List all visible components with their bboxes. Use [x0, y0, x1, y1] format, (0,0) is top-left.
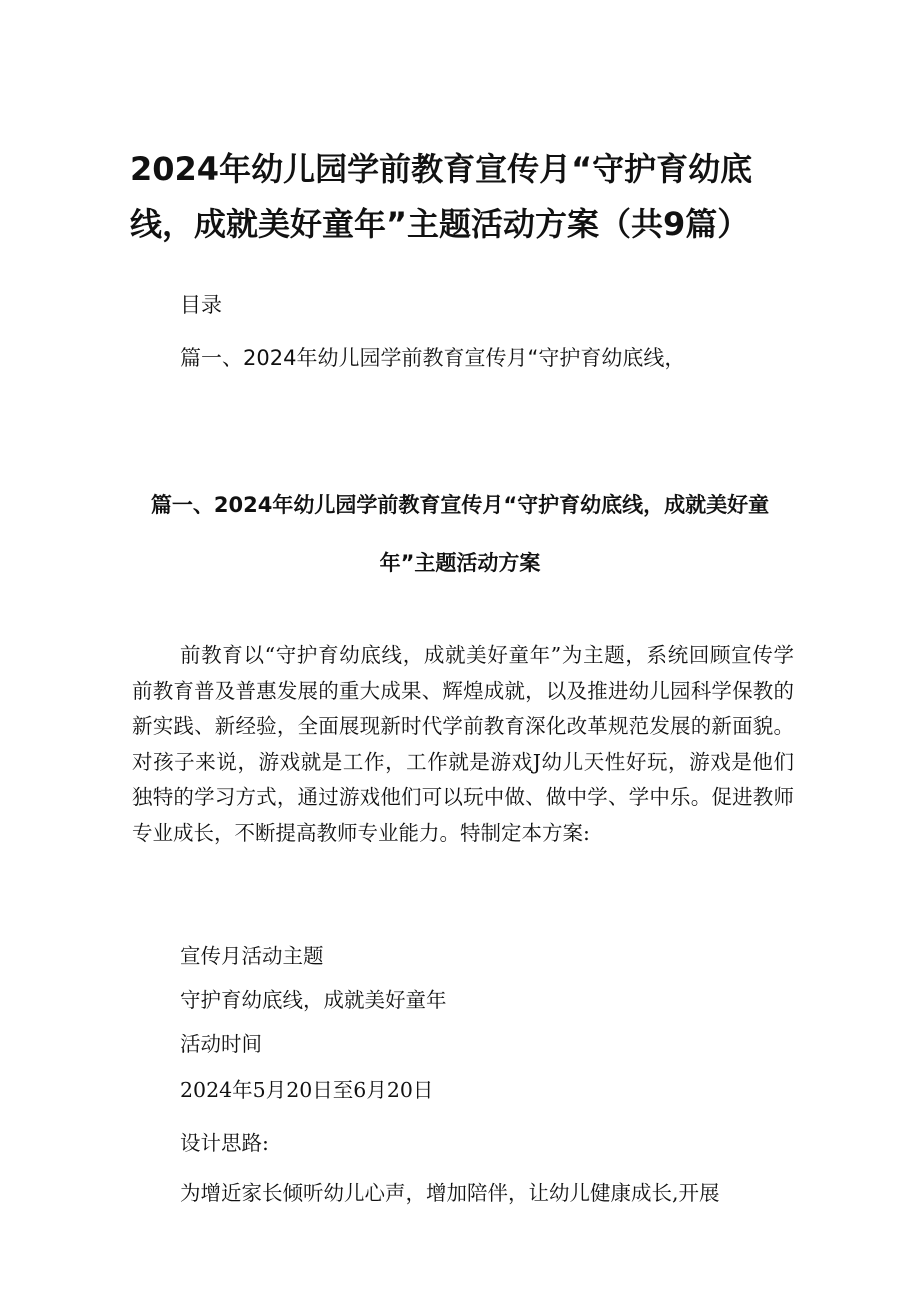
toc-item: 篇一、2024年幼儿园学前教育宣传月“守护育幼底线， [180, 346, 686, 370]
intro-paragraph: 前教育以“守护育幼底线，成就美好童年”为主题，系统回顾宣传学前教育普及普惠发展的重大成果、辉煌成就，以及推进幼儿园科学保教的新实践、新经验，全面展现新时代学前教育深化改革规范发展的新面貌。对孩子来说，游戏就是工作，工作就是游戏J幼儿天性好玩，游戏是他们独特的学习方式，通过游戏他们可以玩中做、做中学、学中乐。促进教师专业成长，不断提高教师专业能力。特制定本方案: [132, 643, 794, 845]
time-value: 2024年5月20日至6月20日 [180, 1078, 434, 1102]
design-label: 设计思路: [180, 1131, 269, 1155]
theme-label: 宣传月活动主题 [180, 944, 324, 968]
toc-heading: 目录 [180, 293, 222, 317]
theme-value: 守护育幼底线，成就美好童年 [180, 988, 447, 1012]
time-label: 活动时间 [180, 1032, 262, 1056]
section-heading: 篇一、2024年幼儿园学前教育宣传月“守护育幼底线，成就美好童年”主题活动方案 [150, 493, 770, 575]
design-text: 为增近家长倾听幼儿心声，增加陪伴，让幼儿健康成长,开展 [180, 1181, 720, 1205]
document-title: 2024年幼儿园学前教育宣传月“守护育幼底线，成就美好童年”主题活动方案（共9篇） [130, 150, 753, 243]
